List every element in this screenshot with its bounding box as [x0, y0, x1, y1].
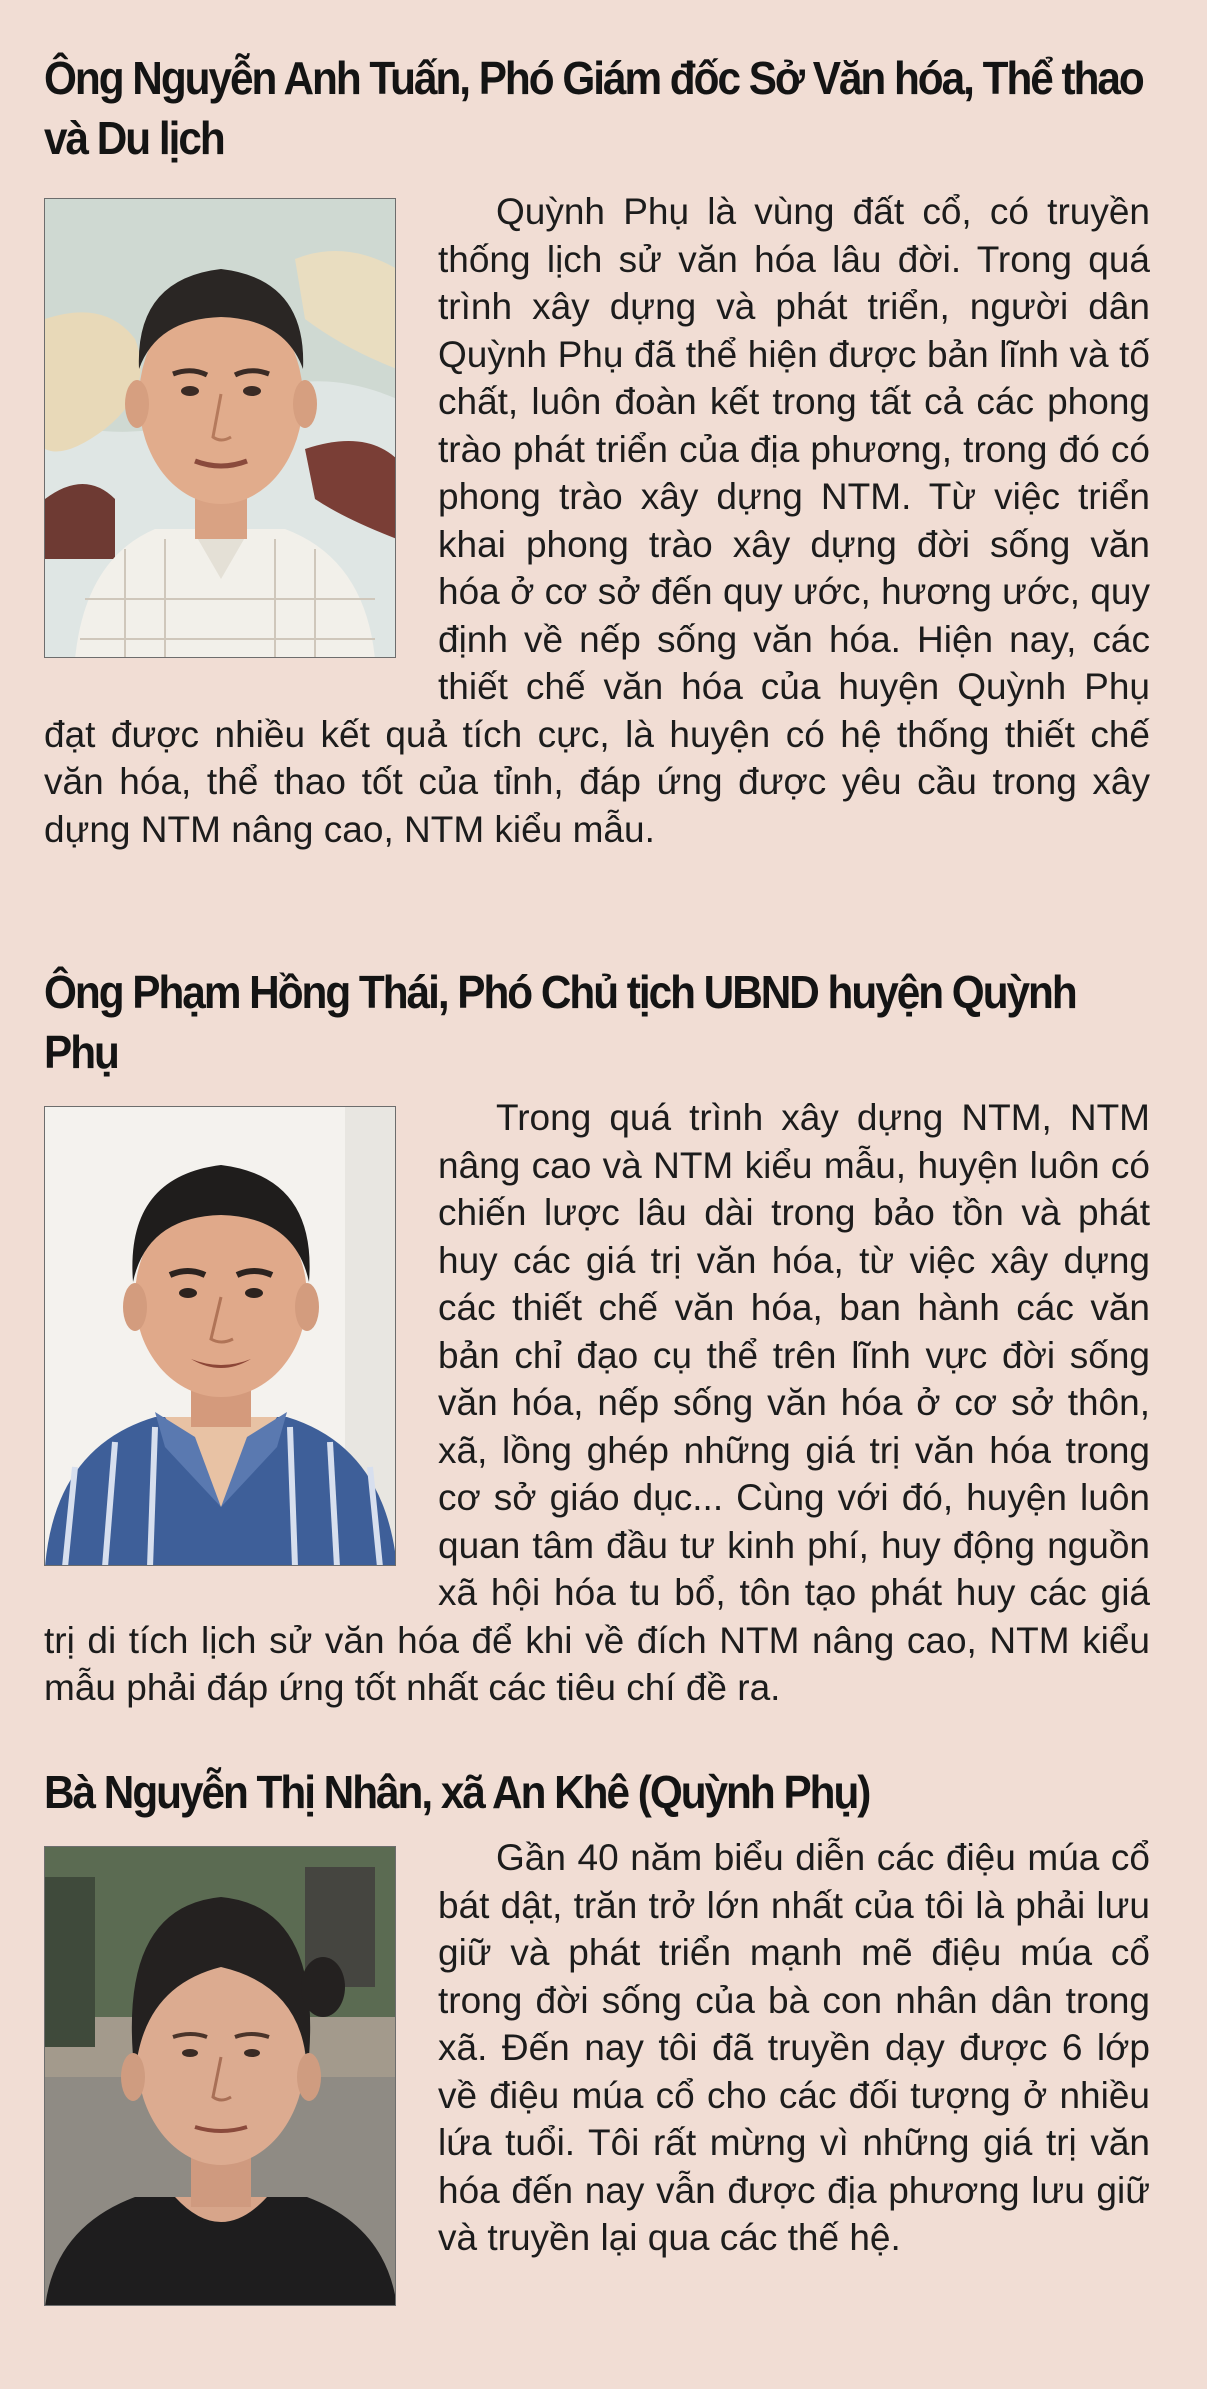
interview-section-1: [44, 48, 1150, 853]
speaker-photo: [44, 1106, 396, 1566]
quote-block: [44, 188, 1150, 853]
speaker-heading: Bà Nguyễn Thị Nhân, xã An Khê (Quỳnh Phụ): [44, 1766, 870, 1818]
quote-text: Trong quá trình xây dựng NTM, NTM nâng cao và NTM kiểu mẫu, huyện luôn có chiến lược lâu dài trong bảo tồn và phát huy các giá trị văn hóa, từ việc xây dựng các thiết chế văn hóa, ban hành các văn bản chỉ đạo cụ thể trên lĩnh vực đời sống văn hóa, nếp sống văn hóa ở cơ sở thôn, xã, lồng ghép những giá trị văn hóa trong cơ sở giáo dục... Cùng với đó, huyện luôn quan tâm đầu tư kinh phí, huy động nguồn xã hội hóa tu bổ, tôn tạo phát huy các giá trị di tích lịch sử văn hóa để khi về đích NTM nâng cao, NTM kiểu mẫu phải đáp ứng tốt nhất các tiêu chí đề ra.: [44, 1097, 1150, 1708]
quote-block: [44, 1094, 1150, 1712]
quote-text: Gần 40 năm biểu diễn các điệu múa cổ bát dật, trăn trở lớn nhất của tôi là phải lưu giữ và phát triển mạnh mẽ điệu múa cổ trong đời sống của bà con nhân dân trong xã. Đến nay tôi đã truyền dạy được 6 lớp về điệu múa cổ cho các đối tượng ở nhiều lứa tuổi. Tôi rất mừng vì những giá trị văn hóa đến nay vẫn được địa phương lưu giữ và truyền lại qua các thế hệ.: [438, 1837, 1150, 2258]
speaker-heading: Ông Phạm Hồng Thái, Phó Chủ tịch UBND huyện Quỳnh Phụ: [44, 966, 1076, 1078]
speaker-photo: [44, 198, 396, 658]
quote-block: [44, 1834, 1150, 2262]
speaker-photo: [44, 1846, 396, 2306]
speaker-heading: Ông Nguyễn Anh Tuấn, Phó Giám đốc Sở Văn hóa, Thể thao và Du lịch: [44, 52, 1143, 164]
interview-section-2: [44, 962, 1150, 1712]
interview-section-3: [44, 1762, 1150, 2316]
quote-text: Quỳnh Phụ là vùng đất cổ, có truyền thống lịch sử văn hóa lâu đời. Trong quá trình xây dựng và phát triển, người dân Quỳnh Phụ đã thể hiện được bản lĩnh và tố chất, luôn đoàn kết trong tất cả các phong trào phát triển của địa phương, trong đó có phong trào xây dựng NTM. Từ việc triển khai phong trào xây dựng đời sống văn hóa ở cơ sở đến quy ước, hương ước, quy định về nếp sống văn hóa. Hiện nay, các thiết chế văn hóa của huyện Quỳnh Phụ đạt được nhiều kết quả tích cực, là huyện có hệ thống thiết chế văn hóa, thể thao tốt của tỉnh, đáp ứng được yêu cầu trong xây dựng NTM nâng cao, NTM kiểu mẫu.: [44, 191, 1150, 850]
